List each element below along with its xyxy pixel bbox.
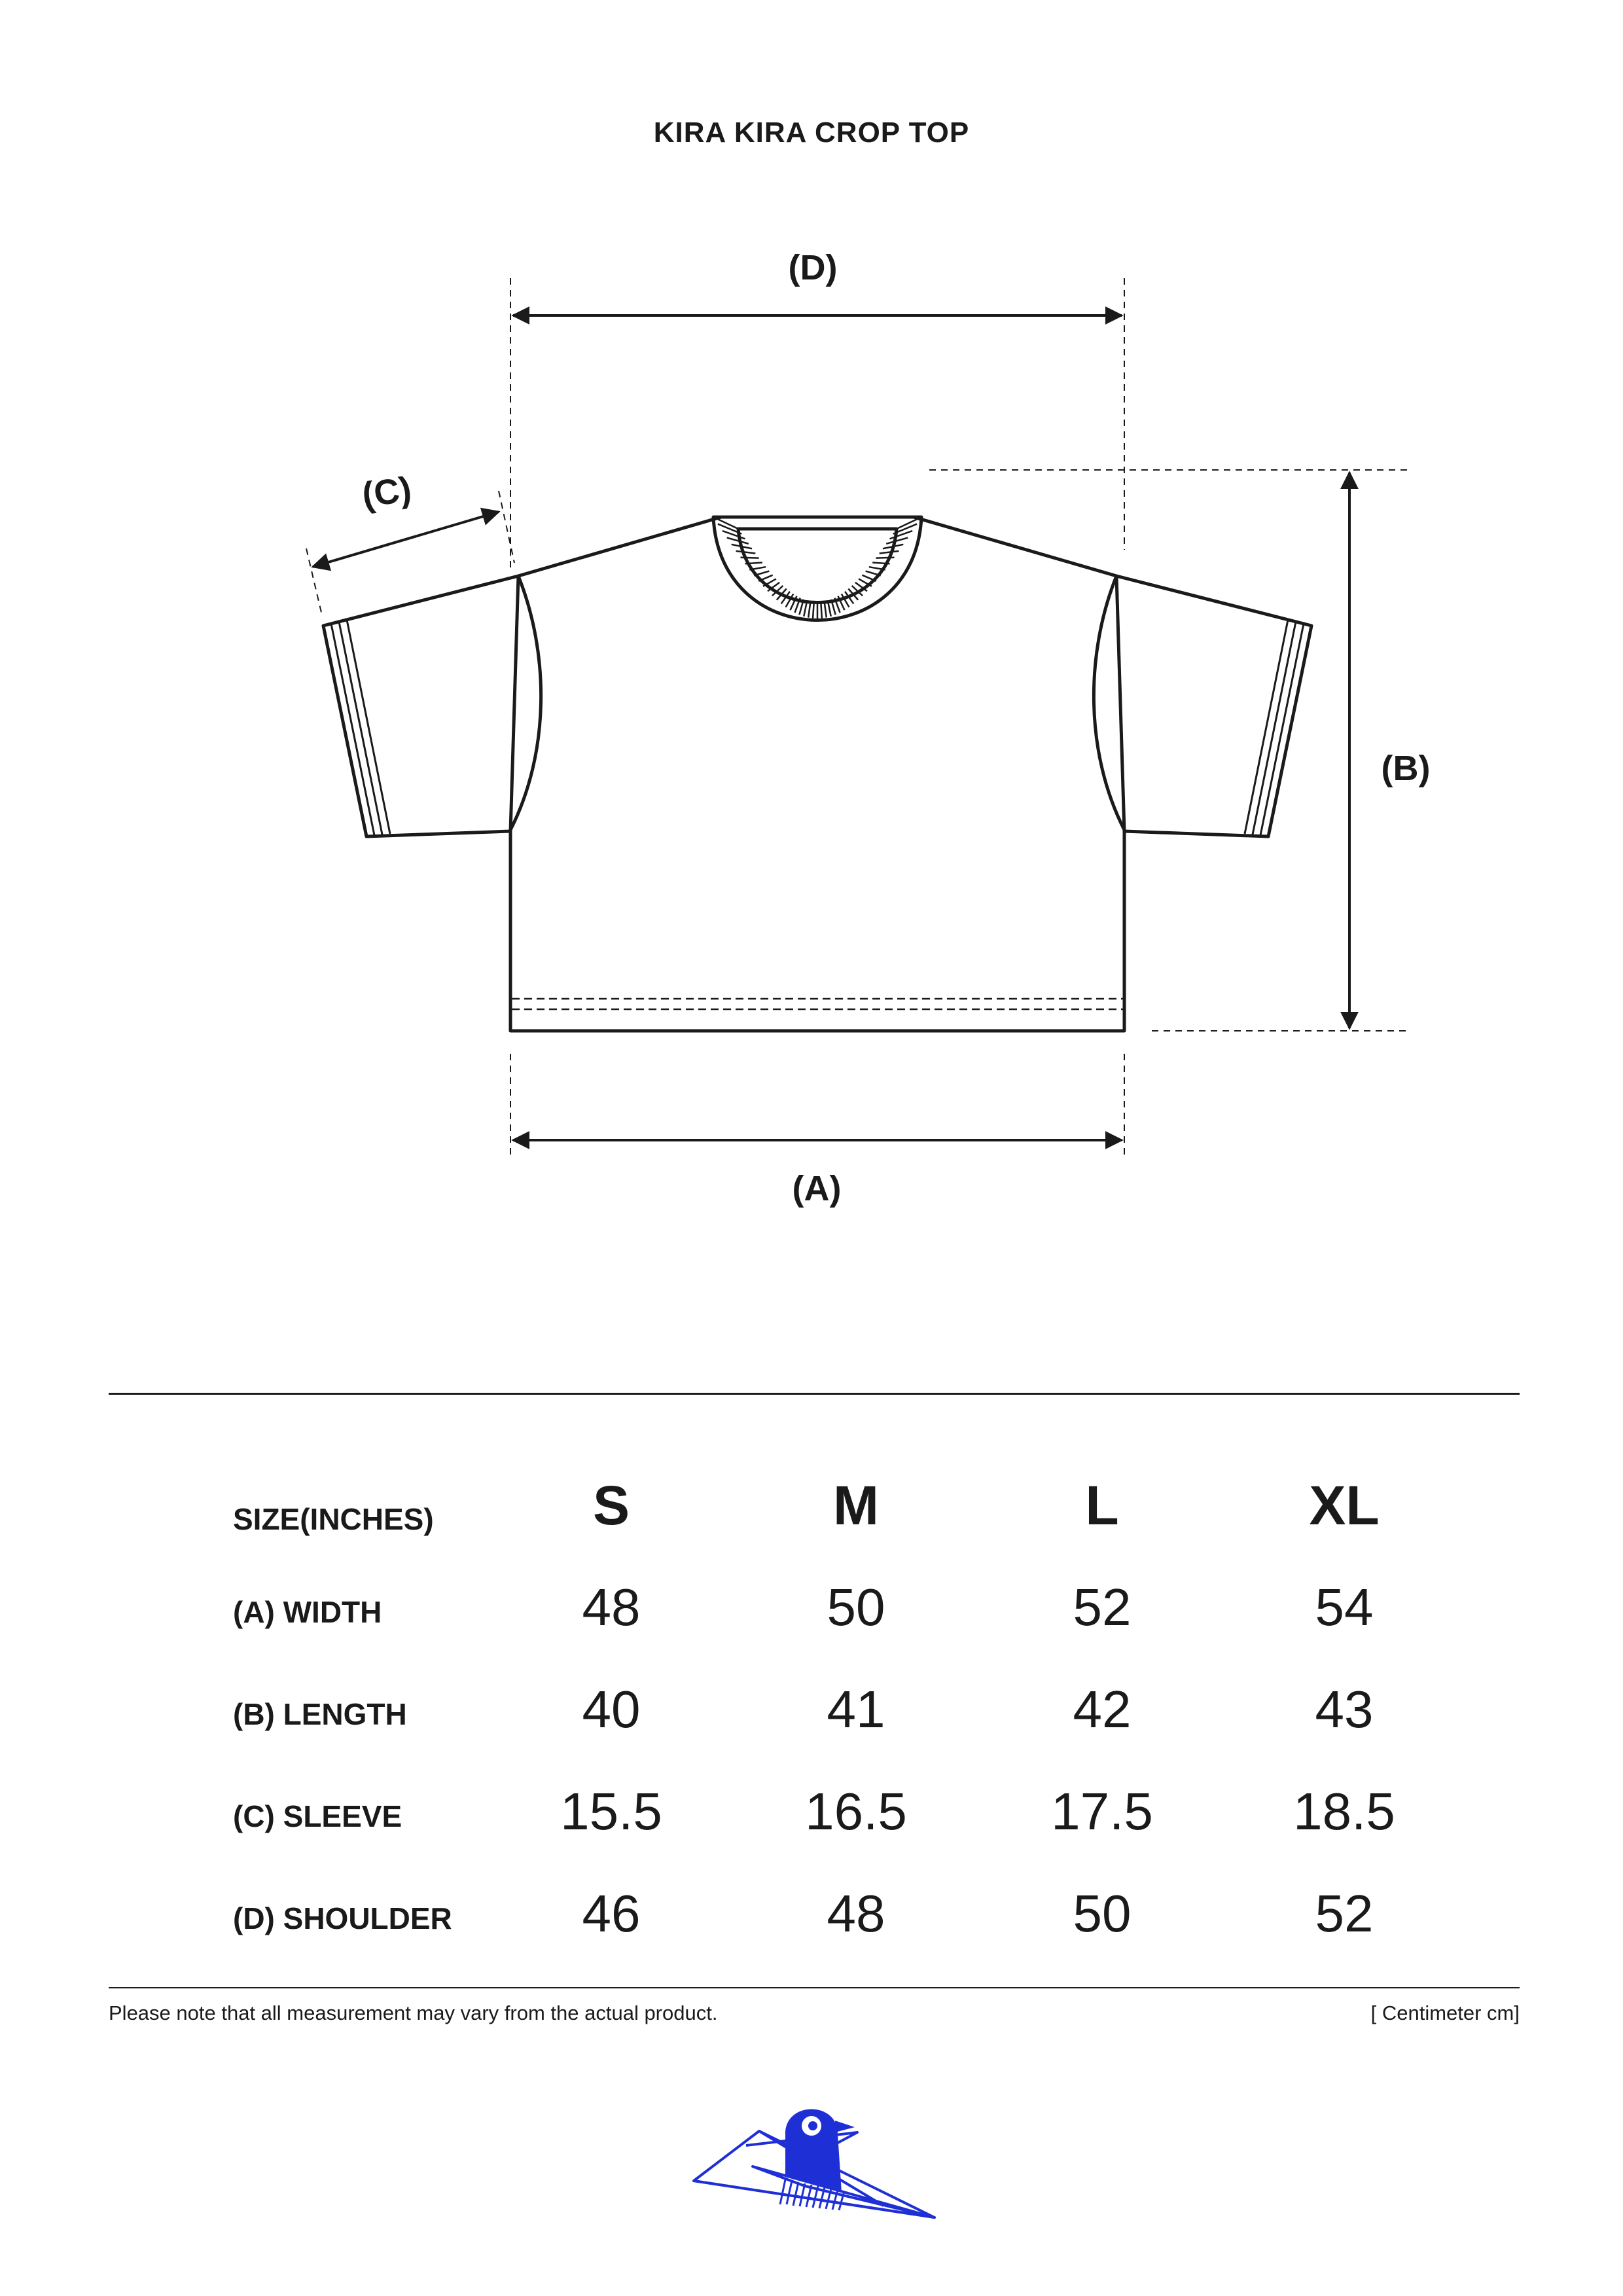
collar-rib-line (880, 551, 899, 554)
table-row (0, 1884, 1623, 1962)
table-header-row (0, 1474, 1623, 1552)
hem-stitching (512, 999, 1123, 1009)
collar-rib-line (872, 563, 889, 564)
collar-rib-line (736, 551, 756, 554)
table-cell: 40 (582, 1680, 641, 1738)
collar-rib-line (889, 531, 912, 539)
collar-rib-line (722, 531, 745, 539)
table-cell: 48 (582, 1578, 641, 1636)
header-label: SIZE(INCHES) (233, 1502, 434, 1536)
collar-rib-line (813, 602, 814, 619)
paper-plane-bird-logo-icon (687, 2094, 949, 2225)
collar-rib-line (745, 563, 762, 564)
sleeve-cuffs (331, 620, 1304, 835)
label-a: (A) (792, 1169, 842, 1208)
row-label: (D) SHOULDER (233, 1901, 452, 1935)
collar-rib-line (825, 601, 827, 618)
label-b: (B) (1381, 749, 1431, 788)
unit-note: [ Centimeter cm] (1370, 2001, 1520, 2024)
table-cell: 17.5 (1051, 1782, 1153, 1840)
table-cell: 15.5 (560, 1782, 662, 1840)
arrow-c (313, 512, 499, 567)
collar-rib-line (821, 602, 822, 619)
table-cell: 52 (1315, 1884, 1374, 1943)
crop-top-outline (323, 517, 1311, 1031)
collar-rib-line (808, 601, 810, 618)
label-d: (D) (788, 248, 838, 287)
dimension-arrows (313, 315, 1349, 1140)
label-c: (C) (359, 469, 414, 516)
table-cell: 18.5 (1293, 1782, 1395, 1840)
row-label: (C) SLEEVE (233, 1799, 402, 1833)
table-cell: 43 (1315, 1680, 1374, 1738)
table-cell: 50 (827, 1578, 885, 1636)
table-row (0, 1782, 1623, 1860)
table-row (0, 1577, 1623, 1656)
table-cell: 42 (1073, 1680, 1132, 1738)
table-cell: 52 (1073, 1578, 1132, 1636)
table-cell: 16.5 (805, 1782, 907, 1840)
size-m: M (833, 1475, 879, 1536)
table-top-rule (109, 1393, 1520, 1395)
disclaimer-note: Please note that all measurement may vary from the actual product. (109, 2001, 718, 2024)
collar-rib-line (886, 538, 908, 544)
table-cell: 48 (827, 1884, 885, 1943)
table-cell: 50 (1073, 1884, 1132, 1943)
page-title: KIRA KIRA CROP TOP (653, 117, 970, 149)
collar-ribbing (713, 517, 921, 619)
row-label: (B) LENGTH (233, 1697, 407, 1731)
guide-lines (306, 278, 1407, 1158)
table-bottom-rule (109, 1987, 1520, 1988)
table-cell: 54 (1315, 1578, 1374, 1636)
size-l: L (1085, 1475, 1119, 1536)
row-label: (A) WIDTH (233, 1595, 382, 1629)
size-xl: XL (1309, 1475, 1380, 1536)
table-cell: 41 (827, 1680, 885, 1738)
table-row (0, 1679, 1623, 1758)
table-cell: 46 (582, 1884, 641, 1943)
collar-rib-line (727, 538, 749, 544)
size-s: S (592, 1475, 630, 1536)
